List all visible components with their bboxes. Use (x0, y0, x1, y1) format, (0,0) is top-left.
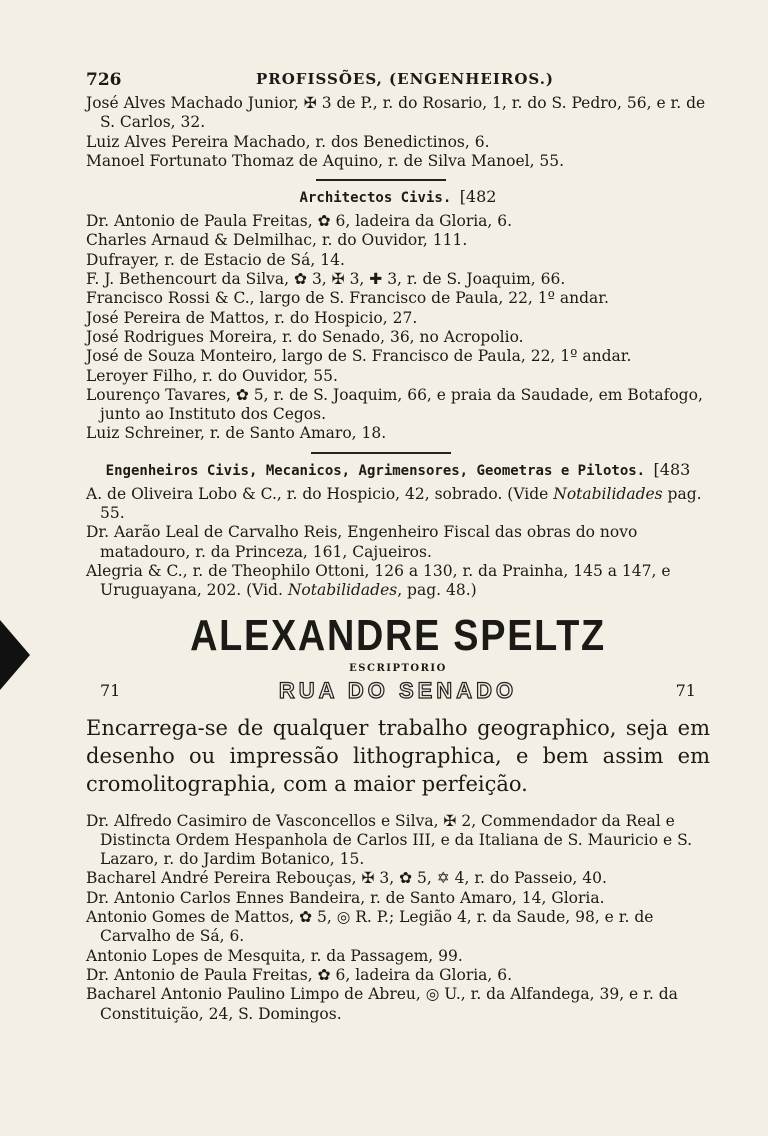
list-item: Luiz Schreiner, r. de Santo Amaro, 18. (86, 424, 387, 443)
entry-italic: Notabilidades (287, 581, 398, 600)
list-item: José Pereira de Mattos, r. do Hospicio, 27. (86, 308, 418, 327)
list-item: F. J. Bethencourt da Silva, ✿ 3, ✠ 3, ✚ 3, r. de S. Joaquim, 66. (86, 270, 566, 289)
street-number-right: 71 (675, 681, 696, 701)
page-number: 726 (86, 70, 122, 90)
section-number: [483 (653, 459, 691, 479)
list-item: Dr. Antonio de Paula Freitas, ✿ 6, ladeira da Gloria, 6. (86, 965, 513, 984)
list-item: Lourenço Tavares, ✿ 5, r. de S. Joaquim, 66, e praia da Saudade, em Botafogo, junto ao Instituto dos Cegos. (86, 385, 703, 424)
entry-tail: pag. 55. (100, 484, 702, 523)
list-item: Francisco Rossi & C., largo de S. Francisco de Paula, 22, 1º andar. (86, 289, 609, 308)
list-item: Dufrayer, r. de Estacio de Sá, 14. (86, 250, 345, 269)
section-title: Engenheiros Civis, Mecanicos, Agrimensores, Geometras e Pilotos. (105, 462, 646, 479)
list-item: Charles Arnaud & Delmilhac, r. do Ouvidor, 111. (86, 231, 468, 250)
list-item (86, 523, 710, 562)
entry-tail: , pag. 48.) (397, 581, 477, 600)
list-item: Dr. Antonio Carlos Ennes Bandeira, r. de Santo Amaro, 14, Gloria. (86, 888, 605, 907)
list-item: Luiz Alves Pereira Machado, r. dos Benedictinos, 6. (86, 132, 490, 151)
list-item: Dr. Antonio de Paula Freitas, ✿ 6, ladeira da Gloria, 6. (86, 212, 513, 231)
advert-street (100, 678, 696, 704)
divider (316, 179, 446, 181)
document-page (86, 70, 710, 1024)
list-item: Antonio Lopes de Mesquita, r. da Passagem, 99. (86, 946, 463, 965)
list-item: Manoel Fortunato Thomaz de Aquino, r. de Silva Manoel, 55. (86, 151, 565, 170)
list-item: Leroyer Filho, r. do Ouvidor, 55. (86, 366, 338, 385)
list-item: José Alves Machado Junior, ✠ 3 de P., r. do Rosario, 1, r. do S. Pedro, 56, e r. de S. Carlos, 32. (86, 94, 706, 132)
list-item: Bacharel Antonio Paulino Limpo de Abreu, ◎ U., r. da Alfandega, 39, e r. da Constituição, 24, S. Domingos. (86, 985, 678, 1023)
advert-body: Encarrega-se de qualquer trabalho geographico, seja em desenho ou impressão lithographica, e bem assim em cromolitographia, com a maior perfeição. (86, 715, 710, 796)
list-item: José Rodrigues Moreira, r. do Senado, 36, no Acropolio. (86, 327, 524, 346)
entry-italic: Notabilidades (553, 484, 663, 503)
page-title: PROFISSÕES, (ENGENHEIROS.) (256, 70, 555, 88)
divider (311, 452, 451, 454)
list-item: José de Souza Monteiro, largo de S. Francisco de Paula, 22, 1º andar. (86, 347, 632, 366)
entry-text: Dr. Aarão Leal de Carvalho Reis, Engenheiro Fiscal das obras do novo matadouro, r. da Princeza, 161, Cajueiros. (86, 523, 638, 561)
section-title: Architectos Civis. (299, 190, 452, 207)
entry-text: A. de Oliveira Lobo & C., r. do Hospicio, 42, sobrado. (Vide (86, 484, 554, 503)
list-item: Dr. Alfredo Casimiro de Vasconcellos e Silva, ✠ 2, Commendador da Real e Distincta Ordem Hespanhola de Carlos III, e da Italiana de S. Mauricio e S. Lazaro, r. do Jardim Botanico, 15. (86, 811, 693, 869)
list-item: Bacharel André Pereira Rebouças, ✠ 3, ✿ 5, ✡ 4, r. do Passeio, 40. (86, 869, 607, 888)
list-item (86, 485, 710, 524)
advert-subtitle: ESCRIPTORIO (349, 662, 447, 674)
section-heading-architectos (86, 187, 710, 206)
list-item (86, 562, 710, 601)
section-heading-engenheiros (86, 460, 710, 479)
street-name: RUA DO SENADO (278, 677, 518, 703)
running-header (86, 70, 710, 94)
page-edge-tab (0, 620, 30, 690)
entry-text: Alegria & C., r. de Theophilo Ottoni, 126 a 130, r. da Prainha, 145 a 147, e Uruguayana, 202. (Vid. (86, 561, 671, 600)
advert-name: ALEXANDRE SPELTZ (190, 610, 606, 660)
list-item: Antonio Gomes de Mattos, ✿ 5, ◎ R. P.; Legião 4, r. da Saude, 98, e r. de Carvalho de Sá, 6. (86, 908, 654, 946)
street-number-left: 71 (100, 681, 121, 701)
section-number: [482 (459, 187, 497, 207)
